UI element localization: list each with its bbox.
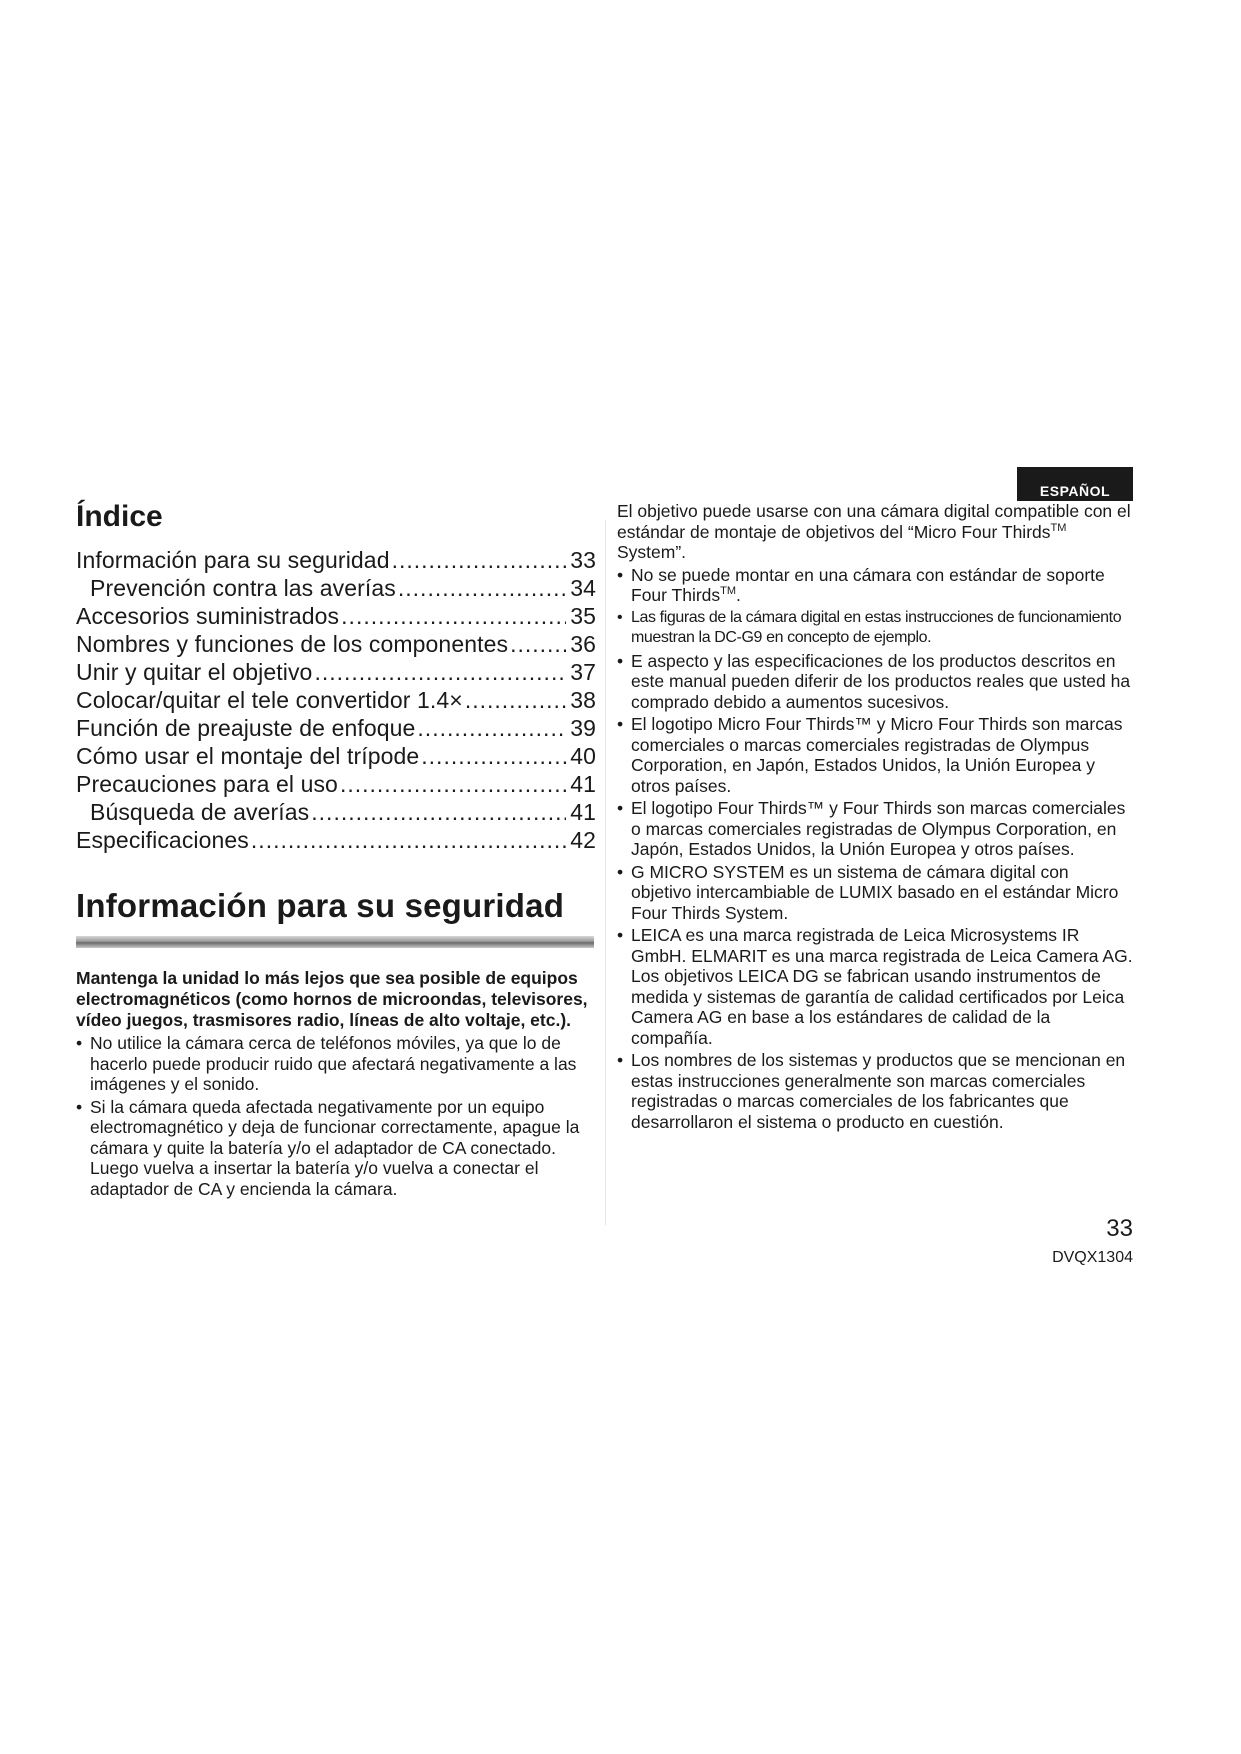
toc-item[interactable] xyxy=(76,686,596,714)
note-bullet-figures: • Las figuras de la cámara digital en estas instrucciones de funcionamiento muestran la DC-G9 en concepto de ejemplo. xyxy=(617,608,1133,649)
right-column xyxy=(617,501,1133,1134)
toc-leader-dots xyxy=(340,770,566,798)
intro-text-b: System”. xyxy=(617,542,687,562)
toc-item-label: Unir y quitar el objetivo xyxy=(76,659,313,685)
toc-leader-dots xyxy=(341,602,566,630)
toc-leader-dots xyxy=(392,546,567,574)
index-title: Índice xyxy=(76,500,163,533)
safety-warning-text: Mantenga la unidad lo más lejos que sea posible de equipos electromagnéticos (como hornos de microondas, televisores, vídeo juegos, trasmisores radio, líneas de alto voltaje, etc.). xyxy=(76,968,588,1030)
compatibility-intro xyxy=(617,501,1133,563)
note-bullet: • E aspecto y las especificaciones de los productos descritos en este manual pueden diferir de los productos reales que usted ha comprado debido a aumentos sucesivos. xyxy=(617,651,1133,713)
toc-leader-dots xyxy=(251,826,566,854)
note-bullet: • G MICRO SYSTEM es un sistema de cámara digital con objetivo intercambiable de LUMIX basado en el estándar Micro Four Thirds System. xyxy=(617,862,1133,924)
toc-item-page: 41 xyxy=(570,799,596,825)
toc-item-label: Especificaciones xyxy=(76,827,249,853)
language-tab: ESPAÑOL xyxy=(1017,467,1133,501)
toc-item-label: Colocar/quitar el tele convertidor 1.4× xyxy=(76,687,463,713)
toc-item-label: Información para su seguridad xyxy=(76,547,390,573)
toc-item-page: 41 xyxy=(570,771,596,797)
toc-item-label: Cómo usar el montaje del trípode xyxy=(76,743,420,769)
mount-text-b: . xyxy=(736,585,741,605)
note-bullet: • El logotipo Micro Four Thirds™ y Micro Four Thirds son marcas comerciales o marcas comerciales registradas de Olympus Corporation, en Japón, Estados Unidos, la Unión Europea y otros países. xyxy=(617,714,1133,796)
toc-item[interactable] xyxy=(76,602,596,630)
safety-bullet: • No utilice la cámara cerca de teléfonos móviles, ya que lo de hacerlo puede producir ruido que afectará negativamente a las imágenes y el sonido. xyxy=(76,1033,596,1095)
mount-text-a: No se puede montar en una cámara con estándar de soporte Four Thirds xyxy=(631,564,1105,605)
toc-item[interactable] xyxy=(76,770,596,798)
toc-leader-dots xyxy=(465,686,566,714)
toc-item-page: 37 xyxy=(570,659,596,685)
document-code: DVQX1304 xyxy=(1052,1249,1133,1266)
toc-item-page: 36 xyxy=(570,631,596,657)
toc-item[interactable] xyxy=(76,798,596,826)
toc-item-page: 35 xyxy=(570,603,596,629)
intro-text-a: El objetivo puede usarse con una cámara digital compatible con el estándar de montaje de objetivos del “Micro Four Thirds xyxy=(617,501,1131,542)
note-bullet-mount xyxy=(617,565,1133,606)
toc-item[interactable] xyxy=(76,546,596,574)
toc-item-label: Accesorios suministrados xyxy=(76,603,340,629)
toc-item-label: Búsqueda de averías xyxy=(90,799,310,825)
toc-item-label: Nombres y funciones de los componentes xyxy=(76,631,509,657)
toc-item-page: 33 xyxy=(570,547,596,573)
toc-leader-dots xyxy=(421,742,566,770)
toc-item-page: 34 xyxy=(570,575,596,601)
notes-bullet-list xyxy=(617,565,1133,1133)
toc-item[interactable] xyxy=(76,630,596,658)
toc-leader-dots xyxy=(311,798,566,826)
toc-item-page: 42 xyxy=(570,827,596,853)
toc-item[interactable] xyxy=(76,714,596,742)
column-divider xyxy=(605,520,606,1225)
toc-leader-dots xyxy=(398,574,566,602)
section-title-rule xyxy=(76,936,594,948)
toc-item-page: 40 xyxy=(570,743,596,769)
table-of-contents xyxy=(76,546,596,854)
note-bullet: • Los nombres de los sistemas y productos que se mencionan en estas instrucciones generalmente son marcas comerciales registradas o marcas comerciales de los fabricantes que desarrollaron el sistema o producto en cuestión. xyxy=(617,1050,1133,1132)
toc-item-page: 39 xyxy=(570,715,596,741)
toc-item-label: Prevención contra las averías xyxy=(90,575,396,601)
note-bullet: • LEICA es una marca registrada de Leica Microsystems IR GmbH. ELMARIT es una marca registrada de Leica Camera AG. Los objetivos LEICA DG se fabrican usando instrumentos de medida y sistemas de garantía de calidad certificados por Leica Camera AG en base a los estándares de calidad de la compañía. xyxy=(617,925,1133,1048)
safety-bullet: • Si la cámara queda afectada negativamente por un equipo electromagnético y deja de funcionar correctamente, apague la cámara y quite la batería y/o el adaptador de CA conectado. Luego vuelva a insertar la batería y/o vuelva a conectar el adaptador de CA y encienda la cámara. xyxy=(76,1097,596,1200)
left-column xyxy=(76,496,596,1201)
toc-item[interactable] xyxy=(76,574,596,602)
note-bullet: • El logotipo Four Thirds™ y Four Thirds son marcas comerciales o marcas comerciales registradas de Olympus Corporation, en Japón, Estados Unidos, la Unión Europea y otros países. xyxy=(617,798,1133,860)
toc-item-label: Función de preajuste de enfoque xyxy=(76,715,416,741)
toc-leader-dots xyxy=(510,630,566,658)
toc-item[interactable] xyxy=(76,826,596,854)
safety-bullet-list xyxy=(76,1033,596,1199)
toc-item[interactable] xyxy=(76,742,596,770)
trademark-superscript: TM xyxy=(720,585,737,598)
toc-item[interactable] xyxy=(76,658,596,686)
safety-section-title: Información para su seguridad xyxy=(76,887,565,924)
toc-leader-dots xyxy=(314,658,566,686)
toc-item-page: 38 xyxy=(570,687,596,713)
toc-item-label: Precauciones para el uso xyxy=(76,771,338,797)
page-number: 33 xyxy=(1106,1215,1133,1242)
toc-leader-dots xyxy=(417,714,566,742)
trademark-superscript: TM xyxy=(1050,521,1067,534)
